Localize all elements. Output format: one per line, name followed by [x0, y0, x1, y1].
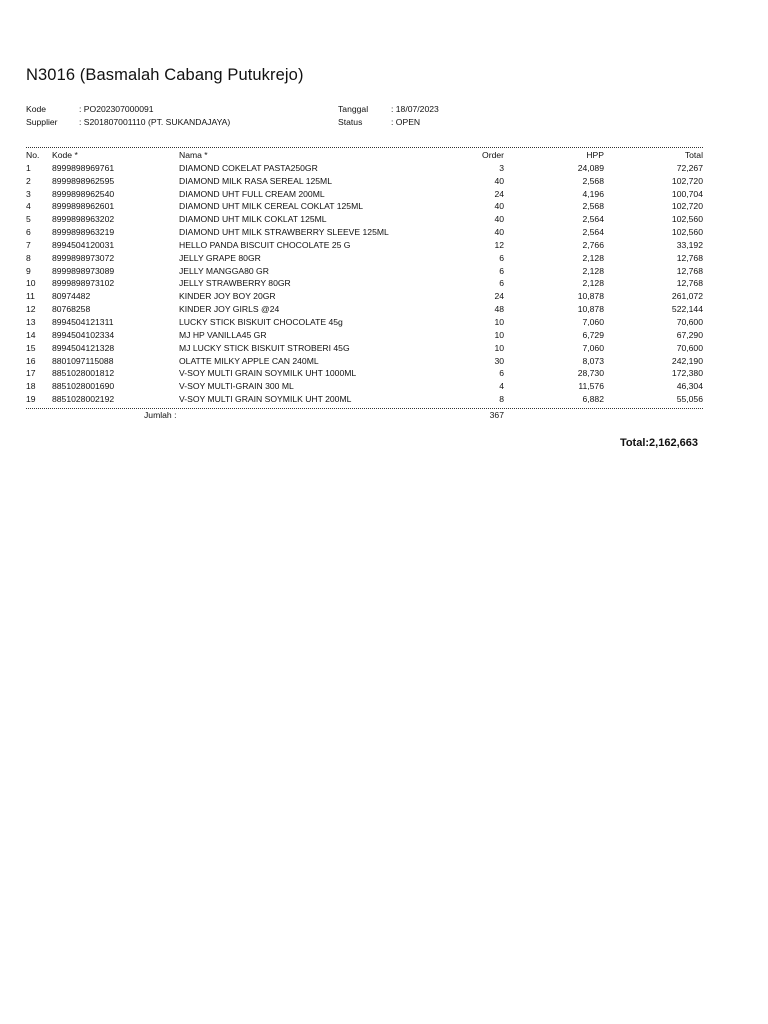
table-row: [26, 290, 703, 303]
cell-nama: JELLY STRAWBERRY 80GR: [179, 278, 291, 289]
cell-kode: 8999898973102: [52, 278, 115, 289]
cell-kode: 8999898963219: [52, 227, 115, 238]
cell-nama: HELLO PANDA BISCUIT CHOCOLATE 25 G: [179, 239, 351, 250]
header-hpp: HPP: [586, 150, 604, 160]
cell-total: 102,720: [671, 175, 703, 186]
table-row: [26, 162, 703, 175]
table-row: [26, 367, 703, 380]
cell-no: 19: [26, 394, 36, 405]
cell-total: 55,056: [676, 394, 703, 405]
cell-hpp: 2,128: [582, 252, 604, 263]
document-title: N3016 (Basmalah Cabang Putukrejo): [26, 66, 304, 84]
cell-nama: LUCKY STICK BISKUIT CHOCOLATE 45g: [179, 316, 343, 327]
cell-total: 46,304: [676, 381, 703, 392]
status-value: : OPEN: [391, 117, 421, 127]
cell-hpp: 24,089: [577, 162, 604, 173]
table-row: [26, 265, 703, 278]
table-row: [26, 213, 703, 226]
cell-kode: 8994504121311: [52, 316, 114, 327]
cell-nama: V-SOY MULTI-GRAIN 300 ML: [179, 381, 294, 392]
cell-hpp: 10,878: [577, 304, 604, 315]
cell-no: 17: [26, 368, 36, 379]
cell-total: 70,600: [676, 316, 703, 327]
table-top-divider: [26, 147, 703, 148]
cell-nama: V-SOY MULTI GRAIN SOYMILK UHT 1000ML: [179, 368, 357, 379]
cell-order: 3: [499, 162, 504, 173]
cell-no: 6: [26, 227, 31, 238]
cell-order: 6: [499, 265, 504, 276]
cell-total: 522,144: [671, 304, 703, 315]
cell-kode: 8999898963202: [52, 214, 115, 225]
table-row: [26, 393, 703, 406]
cell-hpp: 11,576: [578, 381, 604, 392]
cell-order: 10: [494, 316, 504, 327]
table-row: [26, 252, 703, 265]
supplier-value: : S201807001110 (PT. SUKANDAJAYA): [79, 117, 231, 127]
cell-total: 12,768: [676, 278, 703, 289]
cell-total: 12,768: [676, 265, 703, 276]
cell-nama: V-SOY MULTI GRAIN SOYMILK UHT 200ML: [179, 394, 352, 405]
cell-total: 102,560: [671, 227, 703, 238]
meta-right: [338, 103, 538, 129]
header-order: Order: [482, 150, 504, 160]
cell-hpp: 28,730: [577, 368, 604, 379]
cell-kode: 8999898962595: [52, 175, 115, 186]
cell-hpp: 2,564: [582, 227, 604, 238]
cell-nama: OLATTE MILKY APPLE CAN 240ML: [179, 355, 319, 366]
cell-kode: 8994504121328: [52, 342, 115, 353]
table-row: [26, 342, 703, 355]
cell-hpp: 7,060: [582, 342, 604, 353]
cell-no: 4: [26, 201, 31, 212]
cell-hpp: 6,882: [582, 394, 604, 405]
cell-no: 9: [26, 265, 31, 276]
cell-nama: MJ HP VANILLA45 GR: [179, 329, 267, 340]
tanggal-row: [338, 103, 538, 116]
tanggal-label: Tanggal: [338, 104, 369, 114]
cell-total: 12,768: [676, 252, 703, 263]
cell-hpp: 2,128: [582, 265, 604, 276]
table-row: [26, 175, 703, 188]
cell-no: 8: [26, 252, 31, 263]
tanggal-value: : 18/07/2023: [391, 104, 439, 114]
cell-order: 6: [499, 278, 504, 289]
status-row: [338, 116, 538, 129]
cell-total: 102,560: [671, 214, 703, 225]
cell-no: 10: [26, 278, 36, 289]
cell-total: 67,290: [676, 329, 703, 340]
cell-total: 33,192: [676, 239, 703, 250]
header-nama: Nama *: [179, 150, 208, 160]
cell-order: 48: [494, 304, 504, 315]
cell-hpp: 4,196: [582, 188, 604, 199]
kode-row: [26, 103, 326, 116]
cell-order: 30: [494, 355, 504, 366]
cell-order: 40: [494, 214, 504, 225]
table-row: [26, 316, 703, 329]
cell-kode: 8999898973089: [52, 265, 115, 276]
supplier-label: Supplier: [26, 117, 58, 127]
cell-kode: 8851028001690: [52, 381, 115, 392]
cell-hpp: 8,073: [582, 355, 604, 366]
cell-nama: DIAMOND MILK RASA SEREAL 125ML: [179, 175, 332, 186]
header-no: No.: [26, 150, 40, 160]
cell-no: 13: [26, 316, 36, 327]
table-row: [26, 226, 703, 239]
table-row: [26, 355, 703, 368]
cell-order: 40: [494, 201, 504, 212]
cell-kode: 8999898973072: [52, 252, 115, 263]
cell-no: 12: [26, 304, 36, 315]
cell-nama: DIAMOND UHT MILK COKLAT 125ML: [179, 214, 327, 225]
supplier-row: [26, 116, 326, 129]
cell-no: 3: [26, 188, 31, 199]
cell-kode: 8994504120031: [52, 239, 115, 250]
cell-total: 100,704: [671, 188, 703, 199]
cell-kode: 8999898962601: [52, 201, 115, 212]
cell-nama: DIAMOND UHT FULL CREAM 200ML: [179, 188, 325, 199]
cell-kode: 80768258: [52, 304, 91, 315]
header-total: Total: [684, 150, 703, 160]
cell-kode: 8851028002192: [52, 394, 115, 405]
cell-order: 12: [494, 239, 504, 250]
kode-label: Kode: [26, 104, 47, 114]
grand-total: Total:2,162,663: [619, 437, 698, 449]
cell-nama: JELLY MANGGA80 GR: [179, 265, 269, 276]
cell-kode: 8999898962540: [52, 188, 115, 199]
cell-total: 70,600: [676, 342, 703, 353]
cell-order: 6: [499, 252, 504, 263]
cell-nama: DIAMOND UHT MILK STRAWBERRY SLEEVE 125ML: [179, 227, 389, 238]
cell-no: 1: [26, 162, 31, 173]
cell-hpp: 2,568: [582, 201, 604, 212]
cell-kode: 8994504102334: [52, 329, 115, 340]
cell-kode: 8851028001812: [52, 368, 115, 379]
cell-no: 14: [26, 329, 36, 340]
cell-no: 11: [26, 291, 35, 302]
cell-total: 261,072: [671, 291, 703, 302]
table-row: [26, 239, 703, 252]
header-kode: Kode *: [52, 150, 78, 160]
table-row: [26, 303, 703, 316]
cell-total: 172,380: [671, 368, 703, 379]
cell-hpp: 2,766: [582, 239, 604, 250]
cell-order: 10: [494, 329, 504, 340]
cell-no: 18: [26, 381, 36, 392]
cell-total: 242,190: [671, 355, 703, 366]
status-label: Status: [338, 117, 363, 127]
cell-order: 24: [494, 188, 504, 199]
items-table: [26, 149, 703, 406]
jumlah-label: Jumlah :: [144, 410, 177, 420]
kode-value: : PO202307000091: [79, 104, 154, 114]
cell-kode: 8801097115088: [52, 355, 114, 366]
cell-no: 15: [26, 342, 36, 353]
cell-hpp: 2,128: [582, 278, 604, 289]
cell-hpp: 2,568: [582, 175, 604, 186]
jumlah-value: 367: [489, 410, 504, 420]
cell-order: 4: [499, 381, 504, 392]
cell-nama: JELLY GRAPE 80GR: [179, 252, 261, 263]
cell-no: 5: [26, 214, 31, 225]
cell-order: 40: [494, 227, 504, 238]
cell-no: 16: [26, 355, 36, 366]
meta-left: [26, 103, 326, 129]
table-row: [26, 329, 703, 342]
cell-order: 8: [499, 394, 504, 405]
cell-nama: MJ LUCKY STICK BISKUIT STROBERI 45G: [179, 342, 350, 353]
table-header-row: [26, 149, 703, 162]
cell-nama: DIAMOND COKELAT PASTA250GR: [179, 162, 318, 173]
cell-no: 2: [26, 175, 31, 186]
table-row: [26, 188, 703, 201]
cell-order: 10: [494, 342, 504, 353]
cell-hpp: 6,729: [582, 329, 604, 340]
cell-hpp: 2,564: [582, 214, 604, 225]
table-row: [26, 200, 703, 213]
table-row: [26, 277, 703, 290]
cell-no: 7: [26, 239, 31, 250]
cell-hpp: 10,878: [577, 291, 604, 302]
table-bottom-divider: [26, 408, 703, 409]
table-body: [26, 162, 703, 406]
cell-nama: DIAMOND UHT MILK CEREAL COKLAT 125ML: [179, 201, 364, 212]
cell-nama: KINDER JOY BOY 20GR: [179, 291, 276, 302]
table-row: [26, 380, 703, 393]
cell-kode: 80974482: [52, 291, 91, 302]
cell-order: 40: [494, 175, 504, 186]
cell-kode: 8999898969761: [52, 162, 115, 173]
cell-order: 6: [499, 368, 504, 379]
cell-total: 102,720: [671, 201, 703, 212]
cell-nama: KINDER JOY GIRLS @24: [179, 304, 280, 315]
cell-total: 72,267: [676, 162, 703, 173]
cell-order: 24: [494, 291, 504, 302]
cell-hpp: 7,060: [582, 316, 604, 327]
